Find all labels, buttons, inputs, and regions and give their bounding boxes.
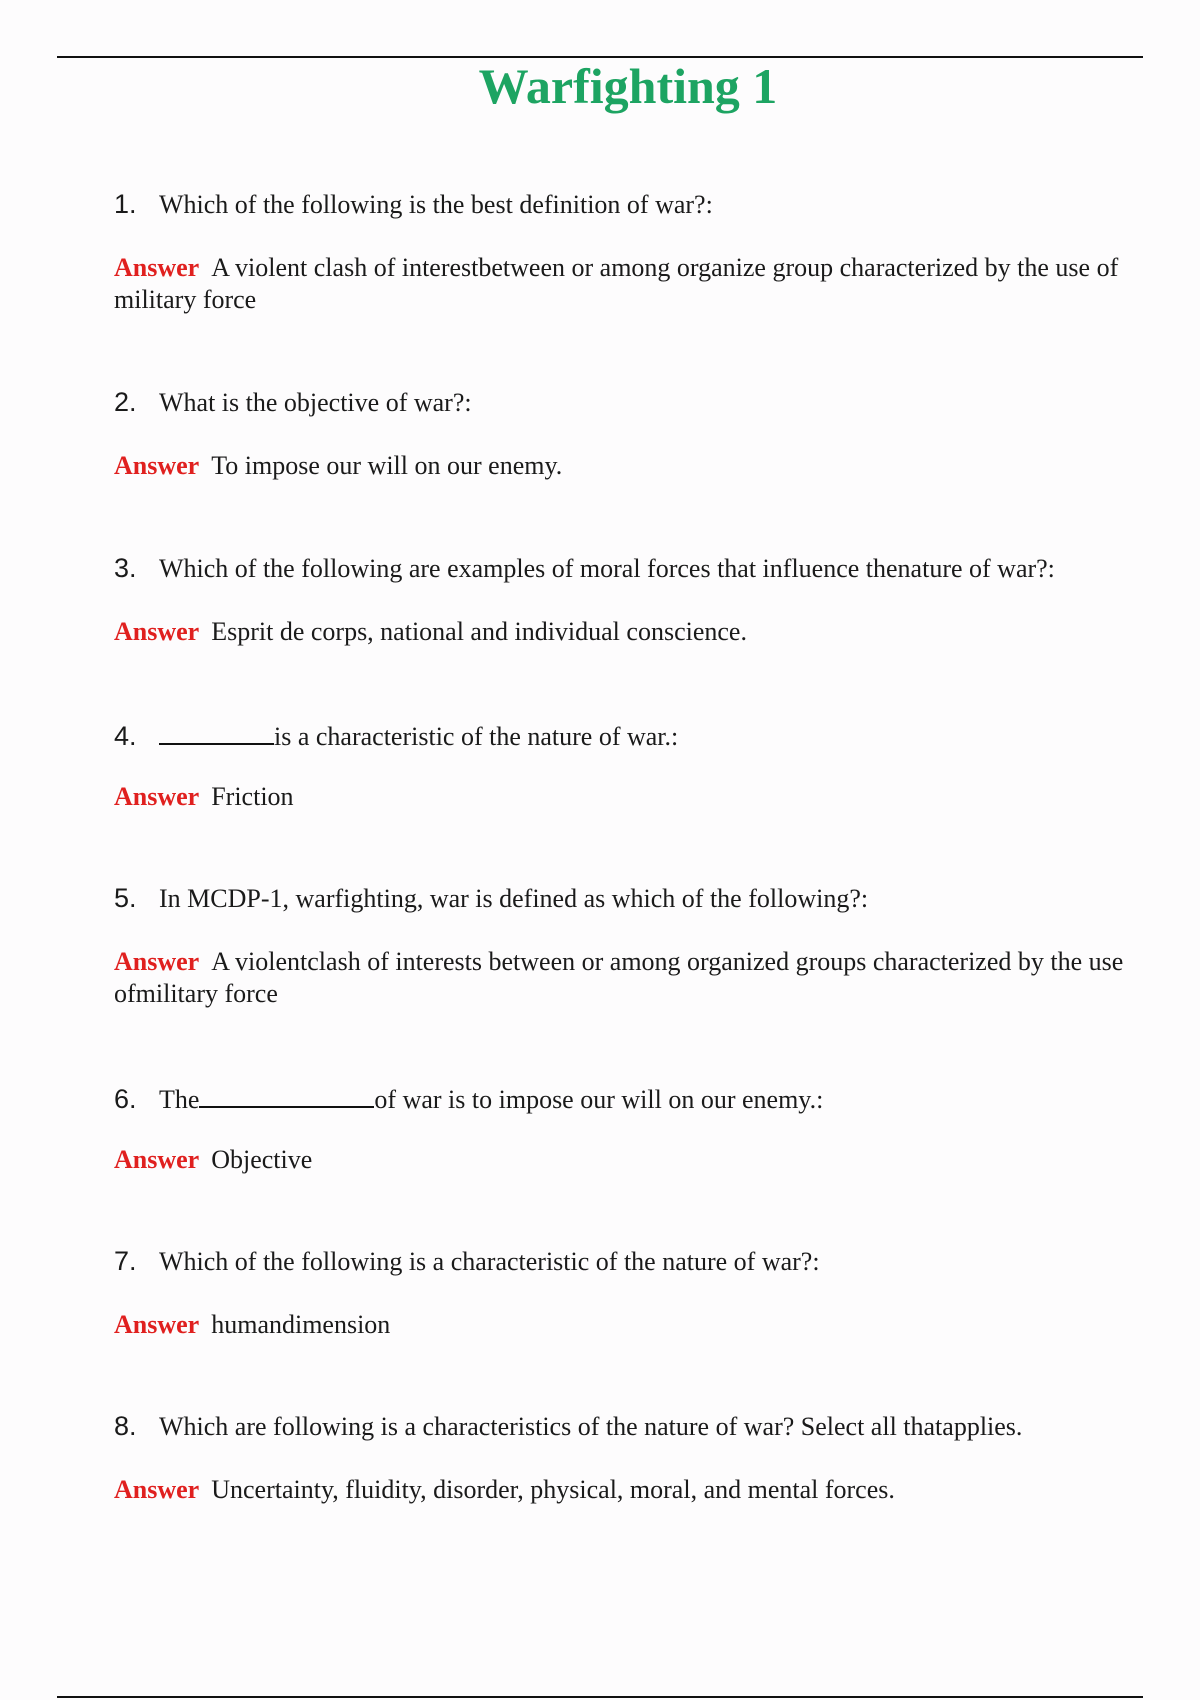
- answer-text: A violentclash of interests between or among organized groups characterized by the use ofmilitary force: [114, 947, 1124, 1008]
- answer-label: Answer: [114, 1475, 200, 1504]
- question-text-before: The: [159, 1085, 200, 1114]
- answer-label: Answer: [114, 1310, 200, 1339]
- question-2: [114, 386, 1124, 418]
- question-number: 3.: [114, 553, 137, 583]
- fill-in-blank: [159, 717, 274, 745]
- question-text: is a characteristic of the nature of war.:: [274, 722, 679, 751]
- question-block-6: [114, 1080, 1124, 1176]
- question-6: [114, 1080, 1124, 1112]
- question-block-7: [114, 1245, 1124, 1341]
- answer-8: [114, 1474, 1124, 1506]
- fill-in-blank: [199, 1080, 374, 1108]
- question-number: 5.: [114, 883, 137, 913]
- question-number: 4.: [114, 721, 137, 751]
- question-1: [114, 188, 1124, 220]
- question-block-4: [114, 717, 1124, 813]
- question-5: [114, 882, 1124, 914]
- answer-label: Answer: [114, 451, 200, 480]
- question-number: 2.: [114, 387, 137, 417]
- answer-text: humandimension: [211, 1310, 391, 1339]
- question-7: [114, 1245, 1124, 1277]
- answer-7: [114, 1309, 1124, 1341]
- question-text: Which of the following is the best definition of war?:: [159, 190, 713, 219]
- bottom-rule: [57, 1696, 1143, 1698]
- answer-label: Answer: [114, 253, 200, 282]
- question-text: Which of the following are examples of moral forces that influence thenature of war?:: [159, 554, 1055, 583]
- question-4: [114, 717, 1124, 749]
- answer-text: To impose our will on our enemy.: [211, 451, 563, 480]
- answer-4: [114, 781, 1124, 813]
- answer-text: Objective: [211, 1145, 313, 1174]
- question-8: [114, 1410, 1124, 1442]
- question-block-1: [114, 188, 1124, 316]
- answer-text: A violent clash of interestbetween or among organize group characterized by the use of military force: [114, 253, 1119, 314]
- question-number: 1.: [114, 189, 137, 219]
- answer-1: [114, 252, 1124, 316]
- question-number: 6.: [114, 1084, 137, 1114]
- page-title: Warfighting 1: [478, 58, 778, 114]
- question-text: Which of the following is a characteristic of the nature of war?:: [159, 1247, 820, 1276]
- question-number: 7.: [114, 1246, 137, 1276]
- answer-text: Friction: [211, 782, 294, 811]
- question-text: Which are following is a characteristics of the nature of war? Select all thatapplies.: [159, 1412, 1023, 1441]
- answer-text: Uncertainty, fluidity, disorder, physical, moral, and mental forces.: [211, 1475, 895, 1504]
- question-text: What is the objective of war?:: [159, 388, 472, 417]
- question-block-3: [114, 552, 1124, 648]
- question-block-8: [114, 1410, 1124, 1506]
- answer-2: [114, 450, 1124, 482]
- answer-label: Answer: [114, 947, 200, 976]
- answer-3: [114, 616, 1124, 648]
- answer-label: Answer: [114, 1145, 200, 1174]
- question-text-after: of war is to impose our will on our enemy.:: [374, 1085, 824, 1114]
- answer-text: Esprit de corps, national and individual conscience.: [211, 617, 747, 646]
- question-block-2: [114, 386, 1124, 482]
- question-number: 8.: [114, 1411, 137, 1441]
- question-block-5: [114, 882, 1124, 1010]
- answer-label: Answer: [114, 617, 200, 646]
- answer-5: [114, 946, 1124, 1010]
- question-3: [114, 552, 1124, 584]
- answer-6: [114, 1144, 1124, 1176]
- answer-label: Answer: [114, 782, 200, 811]
- question-text: In MCDP-1, warfighting, war is defined as which of the following?:: [159, 884, 869, 913]
